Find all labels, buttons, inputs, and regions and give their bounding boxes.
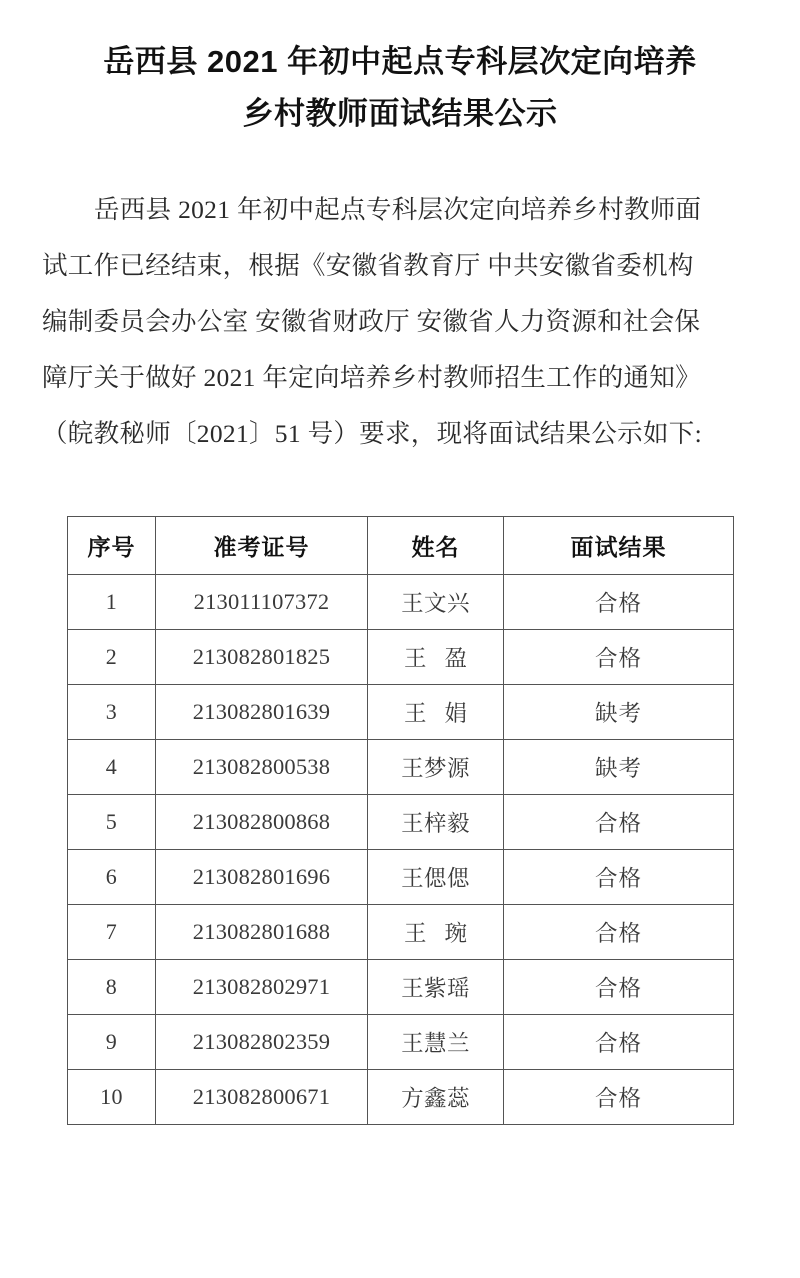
table-row (68, 575, 734, 630)
cell-sequence: 8 (68, 960, 156, 1015)
page-title (0, 0, 800, 140)
table-row (68, 850, 734, 905)
table-body (68, 575, 734, 1125)
cell-sequence: 1 (68, 575, 156, 630)
cell-ticket-no: 213011107372 (156, 575, 368, 630)
cell-result: 合格 (504, 960, 734, 1015)
cell-ticket-no: 213082802971 (156, 960, 368, 1015)
cell-sequence: 4 (68, 740, 156, 795)
table-row (68, 905, 734, 960)
cell-sequence: 9 (68, 1015, 156, 1070)
cell-ticket-no: 213082800868 (156, 795, 368, 850)
table-row (68, 795, 734, 850)
table-row (68, 630, 734, 685)
cell-result: 合格 (504, 575, 734, 630)
cell-result: 缺考 (504, 685, 734, 740)
cell-sequence: 3 (68, 685, 156, 740)
cell-ticket-no: 213082801639 (156, 685, 368, 740)
paragraph-line-3: 编制委员会办公室 安徽省财政厅 安徽省人力资源和社会保 (42, 307, 701, 336)
paragraph-line-2: 试工作已经结束，根据《安徽省教育厅 中共安徽省委机构 (42, 251, 694, 280)
cell-ticket-no: 213082802359 (156, 1015, 368, 1070)
cell-name: 王紫瑶 (368, 960, 504, 1015)
cell-sequence: 10 (68, 1070, 156, 1125)
cell-ticket-no: 213082801696 (156, 850, 368, 905)
cell-name: 王梦源 (368, 740, 504, 795)
cell-name: 王盈 (368, 630, 504, 685)
cell-name: 王梓毅 (368, 795, 504, 850)
page-title-line-1: 岳西县 2021 年初中起点专科层次定向培养 (103, 44, 697, 79)
paragraph-line-1: 岳西县 2021 年初中起点专科层次定向培养乡村教师面 (94, 195, 702, 224)
cell-name: 王慧兰 (368, 1015, 504, 1070)
cell-ticket-no: 213082801688 (156, 905, 368, 960)
column-header-name: 姓名 (368, 517, 504, 575)
cell-result: 合格 (504, 630, 734, 685)
table-row (68, 1070, 734, 1125)
column-header-result: 面试结果 (504, 517, 734, 575)
cell-name: 王偲偲 (368, 850, 504, 905)
table-row (68, 960, 734, 1015)
cell-name: 王琬 (368, 905, 504, 960)
cell-ticket-no: 213082800538 (156, 740, 368, 795)
cell-sequence: 5 (68, 795, 156, 850)
cell-name: 王娟 (368, 685, 504, 740)
cell-ticket-no: 213082801825 (156, 630, 368, 685)
table-row (68, 740, 734, 795)
table-header-row (68, 517, 734, 575)
column-header-ticket-no: 准考证号 (156, 517, 368, 575)
cell-name: 方鑫蕊 (368, 1070, 504, 1125)
interview-results-table (67, 516, 734, 1125)
table-row (68, 685, 734, 740)
cell-result: 合格 (504, 1070, 734, 1125)
cell-result: 合格 (504, 1015, 734, 1070)
cell-result: 合格 (504, 905, 734, 960)
table-row (68, 1015, 734, 1070)
cell-result: 缺考 (504, 740, 734, 795)
results-table-container (67, 516, 733, 1125)
paragraph-line-5: （皖教秘师〔2021〕51 号）要求，现将面试结果公示如下: (42, 419, 702, 448)
column-header-sequence: 序号 (68, 517, 156, 575)
cell-sequence: 2 (68, 630, 156, 685)
body-section (0, 140, 800, 462)
cell-sequence: 6 (68, 850, 156, 905)
page-title-line-2: 乡村教师面试结果公示 (242, 96, 558, 131)
cell-name: 王文兴 (368, 575, 504, 630)
cell-result: 合格 (504, 850, 734, 905)
paragraph-line-4: 障厅关于做好 2021 年定向培养乡村教师招生工作的通知》 (42, 363, 701, 392)
cell-result: 合格 (504, 795, 734, 850)
cell-ticket-no: 213082800671 (156, 1070, 368, 1125)
cell-sequence: 7 (68, 905, 156, 960)
table-header (68, 517, 734, 575)
announcement-paragraph (42, 182, 764, 462)
